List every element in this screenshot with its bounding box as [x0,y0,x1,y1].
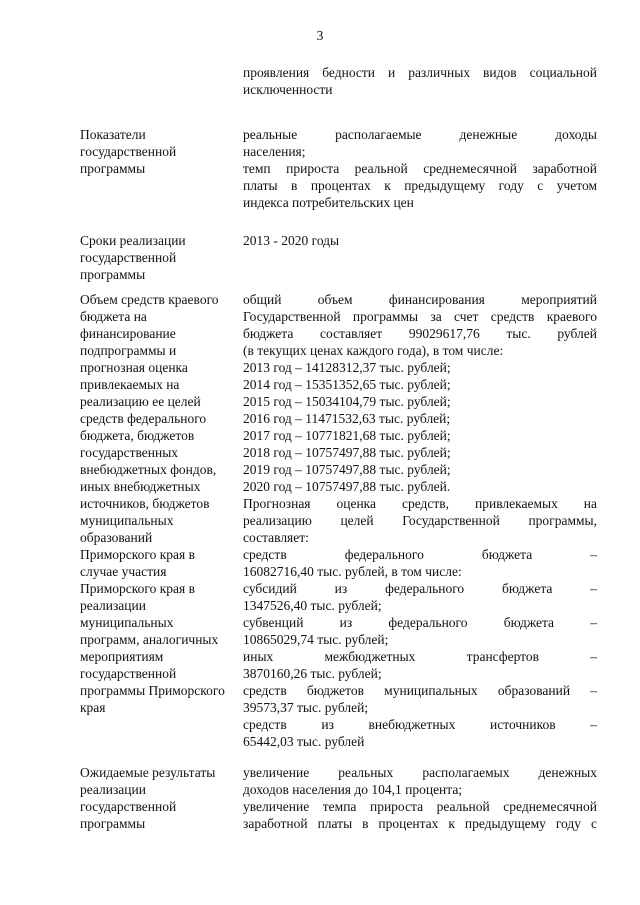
text-line: 2020 год – 10757497,88 тыс. рублей. [243,479,451,494]
text-line: исключенности [243,82,333,97]
label-line: случае участия [80,564,167,579]
text-line: 10865029,74 тыс. рублей; [243,632,389,647]
text-line: 3870160,26 тыс. рублей; [243,666,382,681]
page-number: 3 [316,28,324,43]
label-line: финансирование [80,326,176,341]
label-line: программы [80,816,146,831]
text-line: 2013 год – 14128312,37 тыс. рублей; [243,360,451,375]
label-line: реализацию ее целей [80,394,201,409]
text-line: 16082716,40 тыс. рублей, в том числе: [243,564,462,579]
label-line: подпрограммы и [80,343,177,358]
text-line: увеличение реальных располагаемых денежных [243,765,597,780]
text-line: средств из внебюджетных источников – [243,717,597,732]
text-line: субсидий из федерального бюджета – [243,581,597,596]
label-line: средств федерального [80,411,207,426]
label-line: края [80,700,106,715]
text-line: населения; [243,144,306,159]
label-line: Приморского края в [80,547,195,562]
text-line: 39573,37 тыс. рублей; [243,700,369,715]
text-line: увеличение темпа прироста реальной среднемесячной [243,799,597,814]
text-line: составляет: [243,530,309,545]
text-line: платы в процентах к предыдущему году с учетом [243,178,597,193]
intro-text [243,64,597,98]
label-line: Ожидаемые результаты [80,765,216,780]
label-line: внебюджетных фондов, [80,462,217,477]
text-line: средств бюджетов муниципальных образований – [243,683,597,698]
text-line: проявления бедности и различных видов социальной [243,65,597,80]
text-line: общий объем финансирования мероприятий [243,292,597,307]
text-line: 2013 - 2020 годы [243,233,340,248]
text-line: 2018 год – 10757497,88 тыс. рублей; [243,445,451,460]
label-line: государственной [80,144,177,159]
label-line: государственных [80,445,179,460]
text-line: 2016 год – 11471532,63 тыс. рублей; [243,411,451,426]
text-line: доходов населения до 104,1 процента; [243,782,463,797]
label-line: государственной [80,250,177,265]
label-line: иных внебюджетных [80,479,201,494]
text-line: реальные располагаемые денежные доходы [243,127,597,142]
label-line: программ, аналогичных [80,632,219,647]
label-line: Сроки реализации [80,233,186,248]
text-line: темп прироста реальной среднемесячной заработной [243,161,597,176]
text-line: 2014 год – 15351352,65 тыс. рублей; [243,377,451,392]
label-line: реализации [80,598,146,613]
results-label [80,764,242,832]
text-line: 1347526,40 тыс. рублей; [243,598,382,613]
text-line: заработной платы в процентах к предыдущему году с [243,816,597,831]
label-line: муниципальных [80,513,174,528]
label-line: реализации [80,782,146,797]
label-line: программы [80,267,146,282]
label-line: привлекаемых на [80,377,180,392]
label-line: Приморского края в [80,581,195,596]
label-line: мероприятиям [80,649,164,664]
label-line: прогнозная оценка [80,360,188,375]
terms-value [243,232,597,249]
label-line: источников, бюджетов [80,496,210,511]
text-line: 2017 год – 10771821,68 тыс. рублей; [243,428,451,443]
text-line: Прогнозная оценка средств, привлекаемых на [243,496,597,511]
text-line: средств федерального бюджета – [243,547,597,562]
indicators-value [243,126,597,211]
label-line: образований [80,530,153,545]
funding-value [243,291,597,750]
funding-label [80,291,242,716]
label-line: государственной [80,666,177,681]
label-line: Объем средств краевого [80,292,219,307]
terms-label [80,232,242,283]
text-line: индекса потребительских цен [243,195,414,210]
text-line: (в текущих ценах каждого года), в том числе: [243,343,504,358]
label-line: программы Приморского [80,683,225,698]
label-line: государственной [80,799,177,814]
label-line: бюджета, бюджетов [80,428,195,443]
text-line: реализацию целей Государственной программы, [243,513,597,528]
label-line: муниципальных [80,615,174,630]
indicators-label [80,126,242,177]
text-line: 65442,03 тыс. рублей [243,734,365,749]
text-line: 2015 год – 15034104,79 тыс. рублей; [243,394,451,409]
text-line: 2019 год – 10757497,88 тыс. рублей; [243,462,451,477]
text-line: иных межбюджетных трансфертов – [243,649,597,664]
label-line: Показатели [80,127,146,142]
results-value [243,764,597,832]
text-line: Государственной программы за счет средств краевого [243,309,597,324]
text-line: бюджета составляет 99029617,76 тыс. рублей [243,326,597,341]
label-line: бюджета на [80,309,147,324]
text-line: субвенций из федерального бюджета – [243,615,597,630]
label-line: программы [80,161,146,176]
